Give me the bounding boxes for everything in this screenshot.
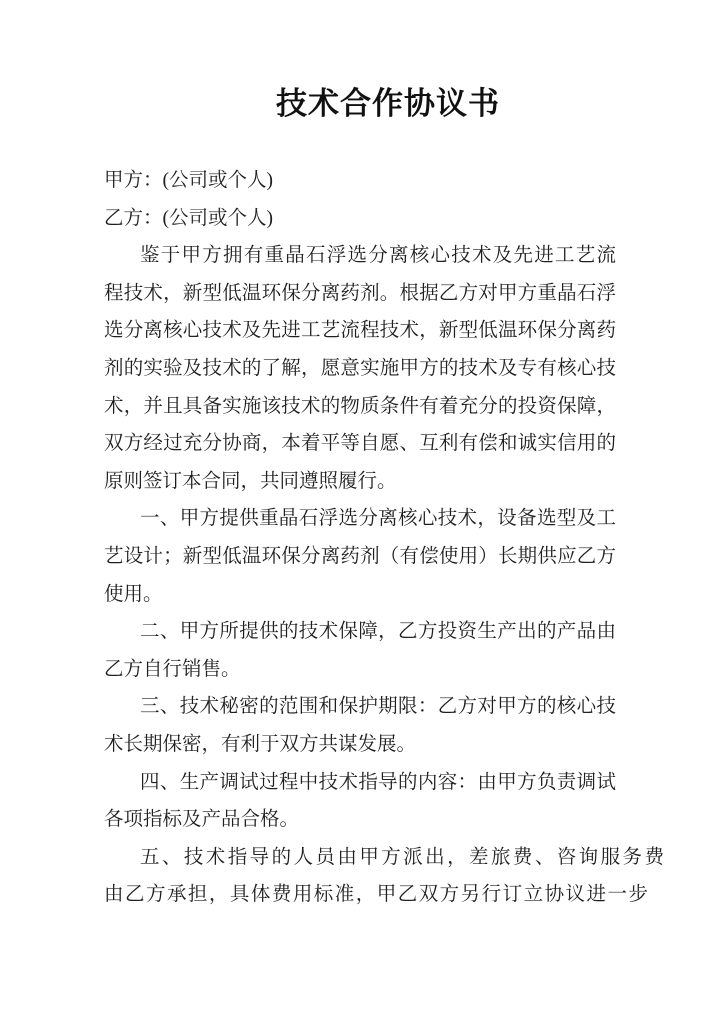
document-title: 技术合作协议书 — [276, 86, 500, 121]
party-a-line: 甲方：(公司或个人) — [104, 170, 273, 191]
document-line: 术，并且具备实施该技术的物质条件有着充分的投资保障， — [104, 395, 616, 417]
document-line: 鉴于甲方拥有重晶石浮选分离核心技术及先进工艺流 — [140, 245, 616, 267]
document-line: 原则签订本合同，共同遵照履行。 — [104, 470, 397, 492]
document-line: 选分离核心技术及先进工艺流程技术，新型低温环保分离药 — [104, 320, 616, 342]
document-line: 四、生产调试过程中技术指导的内容：由甲方负责调试 — [140, 771, 616, 793]
document-line: 乙方自行销售。 — [104, 658, 241, 680]
document-line: 由乙方承担，具体费用标准，甲乙双方另行订立协议进一步 — [104, 884, 648, 906]
document-line: 三、技术秘密的范围和保护期限：乙方对甲方的核心技 — [140, 696, 616, 718]
document-line: 一、甲方提供重晶石浮选分离核心技术，设备选型及工 — [140, 508, 616, 530]
document-line: 术长期保密，有利于双方共谋发展。 — [104, 733, 417, 755]
document-line: 双方经过充分协商，本着平等自愿、互利有偿和诚实信用的 — [104, 433, 616, 455]
document-line: 二、甲方所提供的技术保障，乙方投资生产出的产品由 — [140, 621, 616, 643]
document-line: 各项指标及产品合格。 — [104, 809, 300, 831]
document-line: 五、技术指导的人员由甲方派出，差旅费、咨询服务费 — [140, 846, 664, 868]
document-line: 程技术，新型低温环保分离药剂。根据乙方对甲方重晶石浮 — [104, 282, 616, 304]
document-body — [104, 162, 664, 914]
document-line: 使用。 — [104, 583, 163, 605]
party-b-line: 乙方：(公司或个人) — [104, 207, 273, 229]
document-line: 剂的实验及技术的了解，愿意实施甲方的技术及专有核心技 — [104, 357, 616, 379]
document-content — [104, 0, 664, 914]
document-line: 艺设计；新型低温环保分离药剂（有偿使用）长期供应乙方 — [104, 545, 616, 567]
